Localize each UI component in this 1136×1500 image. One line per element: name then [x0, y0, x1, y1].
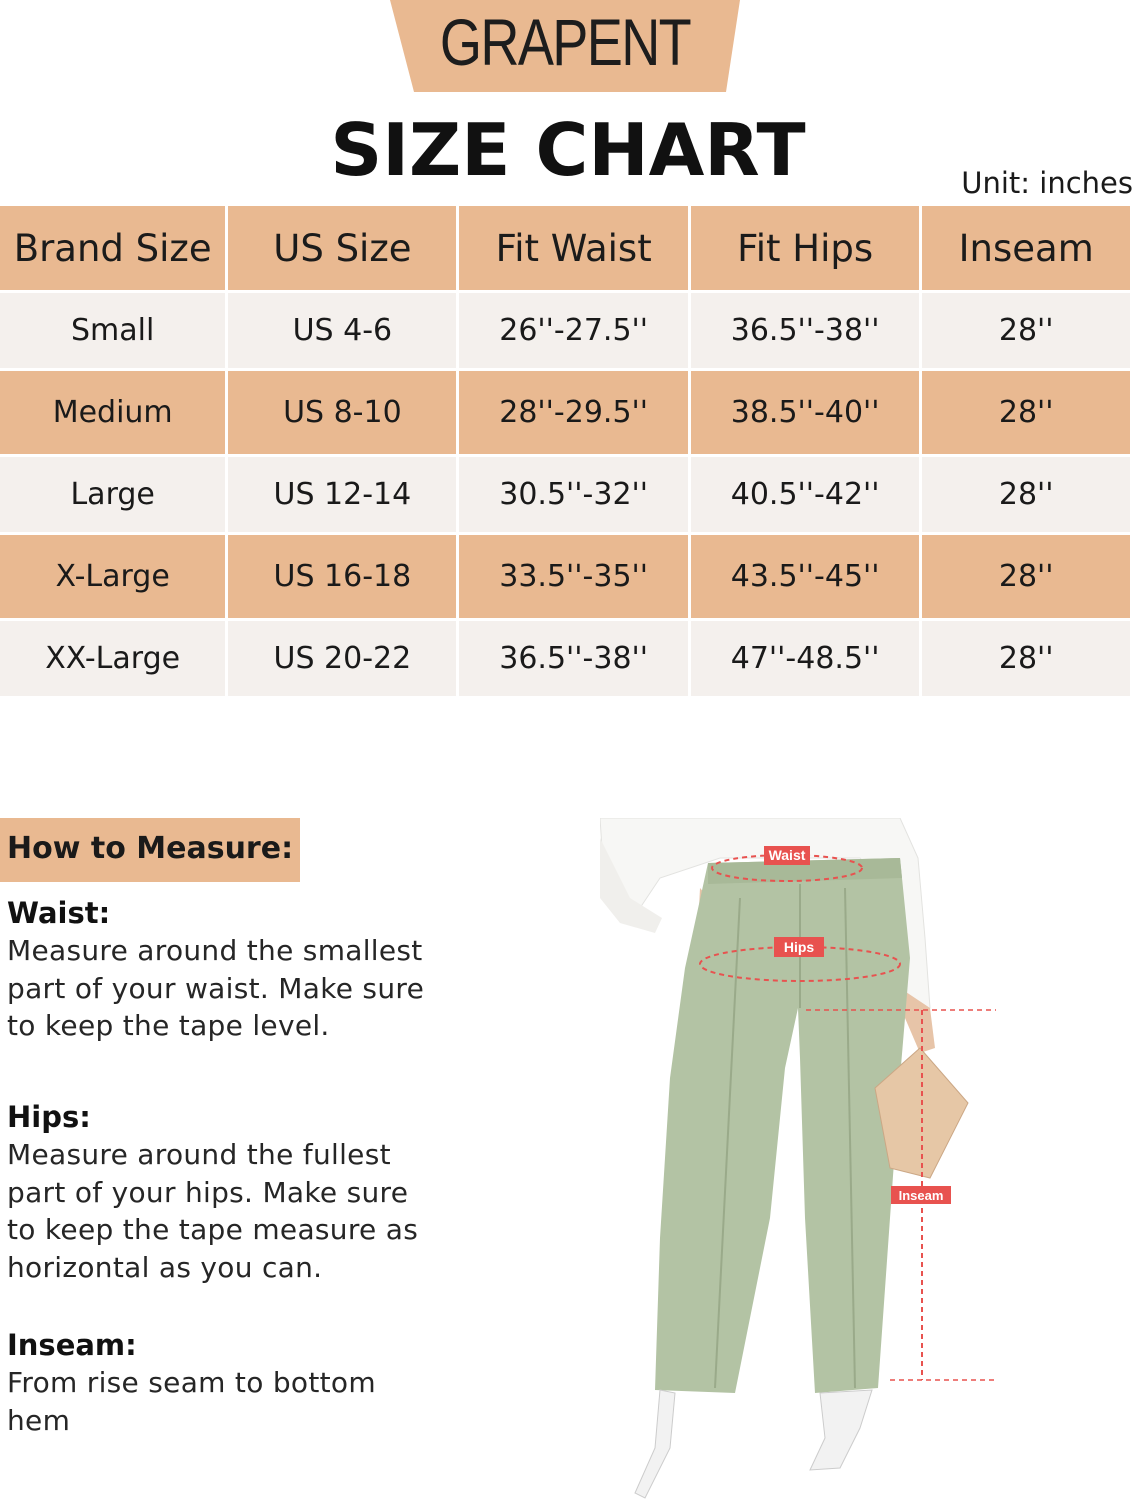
- cell-fit-hips: 40.5''-42'': [691, 457, 920, 532]
- inseam-text-line: From rise seam to bottom: [7, 1366, 376, 1399]
- waist-text-line: to keep the tape level.: [7, 1009, 330, 1042]
- hips-text-line: Measure around the fullest: [7, 1138, 391, 1171]
- cell-fit-waist: 26''-27.5'': [459, 293, 688, 368]
- page-title: SIZE CHART: [330, 108, 806, 192]
- cell-us-size: US 16-18: [228, 535, 456, 618]
- hips-label: Hips: [783, 939, 815, 955]
- cell-brand-size: XX-Large: [0, 621, 225, 696]
- waist-title: Waist:: [7, 896, 111, 930]
- cell-brand-size: Medium: [0, 371, 225, 454]
- header-us-size: US Size: [228, 206, 456, 290]
- table-row: [0, 457, 1130, 532]
- cell-fit-hips: 43.5''-45'': [691, 535, 920, 618]
- cell-inseam: 28'': [922, 457, 1130, 532]
- inseam-text-line: hem: [7, 1403, 71, 1437]
- waist-text-line: Measure around the smallest: [7, 934, 423, 967]
- cell-fit-waist: 33.5''-35'': [459, 535, 688, 618]
- header-fit-hips: Fit Hips: [691, 206, 920, 290]
- cell-inseam: 28'': [922, 371, 1130, 454]
- inseam-title: Inseam:: [7, 1328, 137, 1362]
- cell-fit-hips: 47''-48.5'': [691, 621, 920, 696]
- hips-text-line: to keep the tape measure as: [7, 1213, 419, 1246]
- table-row: [0, 371, 1130, 454]
- table-row: [0, 293, 1130, 368]
- inseam-instructions: [7, 1326, 447, 1439]
- cell-us-size: US 12-14: [228, 457, 456, 532]
- cell-brand-size: X-Large: [0, 535, 225, 618]
- header-brand-size: Brand Size: [0, 206, 225, 290]
- cell-us-size: US 4-6: [228, 293, 456, 368]
- hips-instructions: [7, 1098, 447, 1286]
- cell-fit-waist: 30.5''-32'': [459, 457, 688, 532]
- brand-logo: GRAPENT: [439, 5, 691, 79]
- cell-us-size: US 20-22: [228, 621, 456, 696]
- table-row: [0, 535, 1130, 618]
- table-header-row: [0, 206, 1130, 290]
- cell-fit-waist: 36.5''-38'': [459, 621, 688, 696]
- cell-inseam: 28'': [922, 621, 1130, 696]
- hips-text-line: horizontal as you can.: [7, 1250, 323, 1284]
- cell-brand-size: Large: [0, 457, 225, 532]
- table-row: [0, 621, 1130, 696]
- header-inseam: Inseam: [922, 206, 1130, 290]
- cell-fit-hips: 36.5''-38'': [691, 293, 920, 368]
- cell-fit-hips: 38.5''-40'': [691, 371, 920, 454]
- cell-brand-size: Small: [0, 293, 225, 368]
- waist-label: Waist: [768, 847, 806, 863]
- hips-title: Hips:: [7, 1100, 91, 1134]
- size-table: [0, 206, 1133, 696]
- inseam-label: Inseam: [898, 1188, 944, 1203]
- waist-text-line: part of your waist. Make sure: [7, 971, 425, 1005]
- how-to-measure-heading: How to Measure:: [0, 818, 300, 882]
- waist-instructions: [7, 894, 447, 1045]
- cell-fit-waist: 28''-29.5'': [459, 371, 688, 454]
- model-pants-illustration: [600, 818, 1020, 1500]
- hips-text-line: part of your hips. Make sure: [7, 1175, 409, 1209]
- cell-inseam: 28'': [922, 535, 1130, 618]
- cell-us-size: US 8-10: [228, 371, 456, 454]
- header-fit-waist: Fit Waist: [459, 206, 688, 290]
- cell-inseam: 28'': [922, 293, 1130, 368]
- unit-label: Unit: inches: [961, 166, 1133, 200]
